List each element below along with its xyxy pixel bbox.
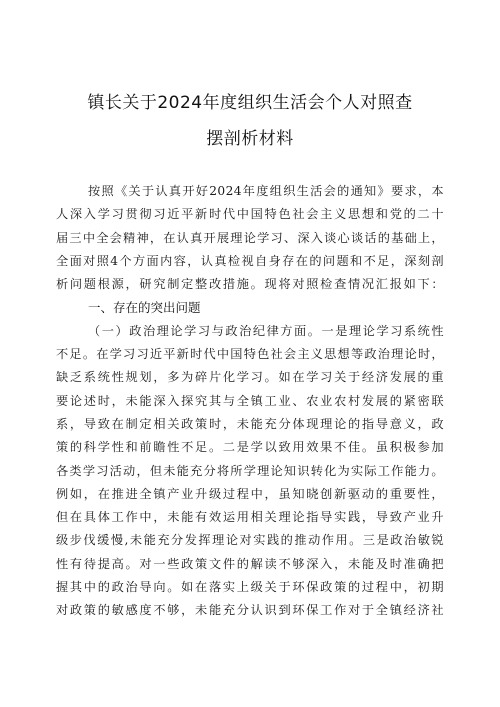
section-line: 不足。在学习习近平新时代中国特色社会主义思想等政治理论时， xyxy=(56,347,444,362)
section-line: 系，导致在制定相关政策时，未能充分体现理论的指导意义，政 xyxy=(56,416,444,431)
intro-line: 全面对照4个方面内容，认真检视自身存在的问题和不足，深刻剖 xyxy=(56,253,444,268)
section-line: 对政策的敏感度不够，未能充分认识到环保工作对于全镇经济社 xyxy=(56,603,444,618)
section-line: 握其中的政治导向。如在落实上级关于环保政策的过程中，初期 xyxy=(56,580,444,595)
section-heading: 一、存在的突出问题 xyxy=(88,300,201,316)
section-line: 性有待提高。对一些政策文件的解读不够深入，未能及时准确把 xyxy=(56,556,444,571)
intro-line: 人深入学习贯彻习近平新时代中国特色社会主义思想和党的二十 xyxy=(56,207,444,222)
section-line: 级步伐缓慢,未能充分发挥理论对实践的推动作用。三是政治敏锐 xyxy=(56,533,444,548)
intro-line: 析问题根源，研究制定整改措施。现将对照检查情况汇报如下： xyxy=(56,277,444,292)
section-line: （一）政治理论学习与政治纪律方面。一是理论学习系统性 xyxy=(88,323,444,338)
section-line: 策的科学性和前瞻性不足。二是学以致用效果不佳。虽积极参加 xyxy=(56,440,444,455)
section-line: 各类学习活动，但未能充分将所学理论知识转化为实际工作能力。 xyxy=(56,463,444,478)
section-line: 例如，在推进全镇产业升级过程中，虽知晓创新驱动的重要性， xyxy=(56,486,444,501)
document-title-line-1: 镇长关于2024年度组织生活会个人对照查 xyxy=(87,93,413,113)
intro-line: 按照《关于认真开好2024年度组织生活会的通知》要求，本 xyxy=(88,184,444,198)
section-line: 缺乏系统性规划，多为碎片化学习。如在学习关于经济发展的重 xyxy=(56,370,444,385)
document-title-line-2: 摆剖析材料 xyxy=(206,129,294,149)
intro-line: 届三中全会精神，在认真开展理论学习、深入谈心谈话的基础上， xyxy=(56,230,444,245)
document-body xyxy=(56,180,444,623)
section-line: 但在具体工作中，未能有效运用相关理论指导实践，导致产业升 xyxy=(56,510,444,525)
section-line: 要论述时，未能深入探究其与全镇工业、农业农村发展的紧密联 xyxy=(56,393,444,408)
